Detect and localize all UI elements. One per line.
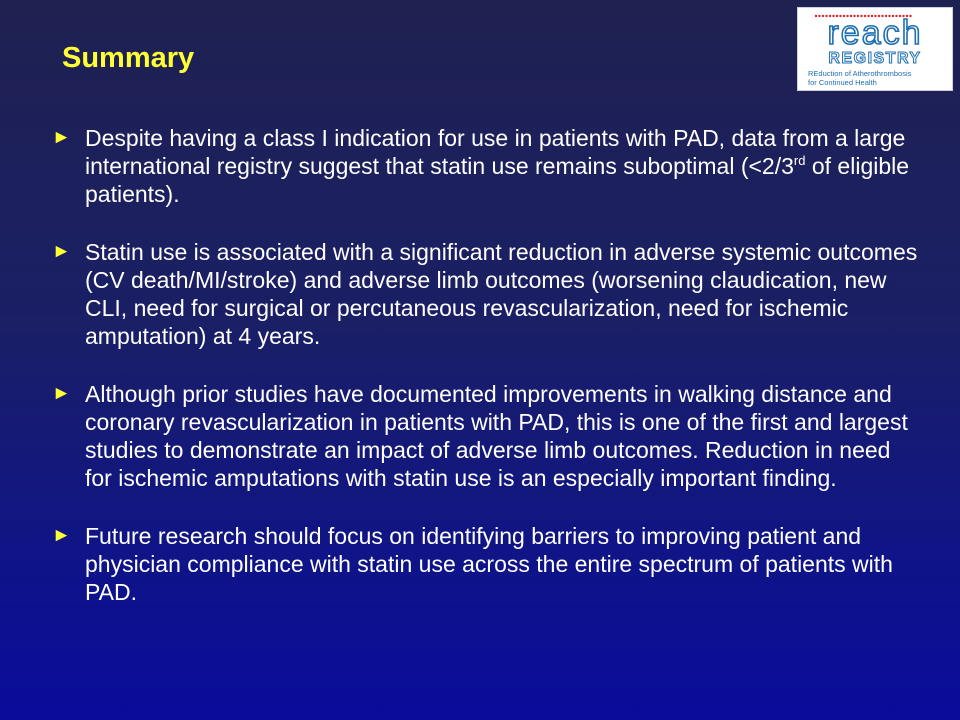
bullet-text: Statin use is associated with a significant reduction in adverse systemic outcomes (CV death/MI/stroke) and adverse limb outcomes (worsening claudication, new CLI, need for surgical or percutaneous revascularization, need for ischemic amputation) at 4 years.	[85, 239, 918, 349]
logo-word-registry: REGISTRY	[828, 50, 922, 67]
logo-dot	[818, 15, 820, 17]
bullet-text-continued: of eligible patients).	[85, 153, 910, 207]
logo-tagline-line1: REduction of Atherothrombosis	[808, 69, 912, 78]
bullet-item	[52, 380, 922, 492]
logo-dot	[815, 15, 817, 17]
bullet-arrow-icon: ►	[52, 127, 71, 148]
bullet-arrow-icon: ►	[52, 383, 71, 404]
bullet-text: Future research should focus on identifying barriers to improving patient and physician compliance with statin use across the entire spectrum of patients with PAD.	[85, 523, 893, 605]
bullet-item	[52, 522, 922, 606]
bullet-text: Despite having a class I indication for use in patients with PAD, data from a large international registry suggest that statin use remains suboptimal (<2/3	[85, 125, 906, 179]
bullet-arrow-icon: ►	[52, 525, 71, 546]
bullet-list	[52, 124, 922, 636]
logo-tagline-line2: for Continued Health	[808, 78, 877, 87]
bullet-superscript: rd	[793, 153, 806, 168]
bullet-item	[52, 238, 922, 350]
slide-title: Summary	[62, 42, 195, 74]
bullet-item	[52, 124, 922, 208]
logo-word-reach: reach	[827, 14, 923, 52]
bullet-arrow-icon: ►	[52, 241, 71, 262]
reach-registry-logo	[797, 7, 953, 91]
bullet-text: Although prior studies have documented improvements in walking distance and coronary revascularization in patients with PAD, this is one of the first and largest studies to demonstrate an impact of adverse limb outcomes. Reduction in need for ischemic amputations with statin use is an especially important finding.	[85, 381, 908, 491]
logo-dot	[822, 15, 824, 17]
